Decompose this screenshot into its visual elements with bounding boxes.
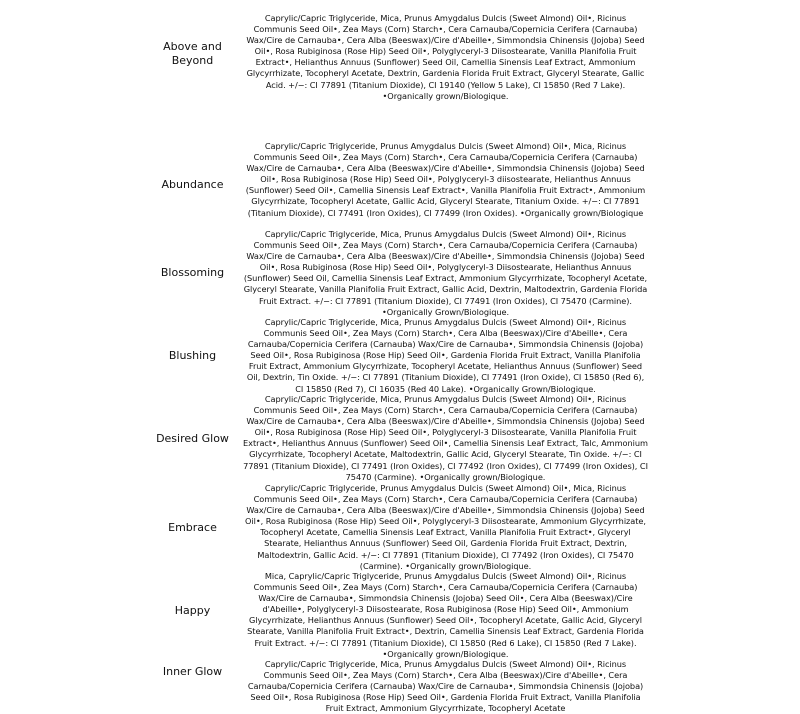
product-name: Blossoming <box>160 266 225 279</box>
product-name: Embrace <box>168 521 217 534</box>
product-name: Happy <box>174 604 211 617</box>
product-name: Abundance <box>161 178 224 191</box>
ingredients-text: Caprylic/Capric Triglyceride, Mica, Prunus Amygdalus Dulcis (Sweet Almond) Oil•, Ricinus Communis Seed Oil•, Zea Mays (Corn) Starch•, Cera Alba (Beeswax)/Cire d'Abeille•, Cera Carnauba/Copernicia Cerifera (Carnauba) Wax/Cire de Carnauba•, Simmondsia Chinensis (Jojoba) Seed Oil•, Rosa Rubiginosa (Rose Hip) Seed Oil•, Gardenia Florida Fruit Extract, Vanilla Planifolia Fruit Extract, Ammonium Glycyrrhizate, Tocopheryl Acetate <box>247 659 644 714</box>
product-name: Above and Beyond <box>163 40 222 67</box>
product-name: Inner Glow <box>162 665 223 678</box>
ingredients-text: Caprylic/Capric Triglyceride, Mica, Prunus Amygdalus Dulcis (Sweet Almond) Oil•, Ricinus Communis Seed Oil•, Zea Mays (Corn) Starch•, Cera Carnauba/Copernicia Cerifera (Carnauba) Wax/Cire de Carnauba•, Cera Alba (Beeswax)/Cire d'Abeille•, Simmondsia Chinensis (Jojoba) Seed Oil•, Rosa Rubiginosa (Rose Hip) Seed Oil•, Polyglyceryl-3 Diisostearate, Vanilla Planifolia Fruit Extract•, Helianthus Annuus (Sunflower) Seed Oil, Camellia Sinensis Leaf Extract, Ammonium Glycyrrhizate, Tocopheryl Acetate, Dextrin, Gardenia Florida Fruit Extract, Glyceryl Stearate, Gallic Acid. +/−: CI 77891 (Titanium Dioxide), CI 19140 (Yellow 5 Lake), CI 15850 (Red 7 Lake). •Organically grown/Biologique. <box>246 13 645 101</box>
ingredients-clip <box>243 483 646 571</box>
ingredients-text: Caprylic/Capric Triglyceride, Prunus Amygdalus Dulcis (Sweet Almond) Oil•, Mica, Ricinus Communis Seed Oil•, Zea Mays (Corn) Starch•, Cera Carnauba/Copernicia Cerifera (Carnauba) Wax/Cire de Carnauba•, Cera Alba (Beeswax)/Cire d'Abeille•, Simmondsia Chinensis (Jojoba) Seed Oil•, Rosa Rubiginosa (Rose Hip) Seed Oil•, Polyglyceryl-3 diisostearate, Helianthus Annuus (Sunflower) Seed Oil•, Camellia Sinensis Leaf Extract•, Vanilla Planifolia Fruit Extract•, Ammonium Glycyrrhizate, Tocopheryl Acetate, Gallic Acid, Glyceryl Stearate, Titanium Oxide. +/−: CI 77891 (Titanium Dioxide), CI 77491 (Iron Oxides), CI 77499 (Iron Oxides). •Organically grown/Biologique <box>245 141 646 218</box>
ingredients-text: Caprylic/Capric Triglyceride, Mica, Prunus Amygdalus Dulcis (Sweet Almond) Oil•, Ricinus Communis Seed Oil•, Zea Mays (Corn) Starch•, Cera Carnauba/Copernicia Cerifera (Carnauba) Wax/Cire de Carnauba•, Cera Alba (Beeswax)/Cire d'Abeille•, Simmondsia Chinensis (Jojoba) Seed Oil•, Rosa Rubiginosa (Rose Hip) Seed Oil•, Polyglyceryl-3 Diisostearate, Vanilla Planifolia Fruit Extract•, Helianthus Annuus (Sunflower) Seed Oil•, Camellia Sinensis Leaf Extract, Talc, Ammonium Glycyrrhizate, Tocopheryl Acetate, Maltodextrin, Gallic Acid, Glyceryl Stearate, Tin Oxide. +/−: CI 77891 (Titanium Dioxide), CI 77491 (Iron Oxides), CI 77492 (Iron Oxides), CI 77499 (Iron Oxides), CI 75470 (Carmine). •Organically grown/Biologique. <box>243 394 648 482</box>
ingredients-text: Caprylic/Capric Triglyceride, Prunus Amygdalus Dulcis (Sweet Almond) Oil•, Mica, Ricinus Communis Seed Oil•, Zea Mays (Corn) Starch•, Cera Carnauba/Copernicia Cerifera (Carnauba) Wax/Cire de Carnauba•, Cera Alba (Beeswax)/Cire d'Abeille•, Simmondsia Chinensis (Jojoba) Seed Oil•, Rosa Rubiginosa (Rose Hip) Seed Oil•, Polyglyceryl-3 Diisostearate, Ammonium Glycyrrhizate, Tocopheryl Acetate, Camellia Sinensis Leaf Extract, Vanilla Planifolia Fruit Extract•, Glyceryl Stearate, Helianthus Annuus (Sunflower) Seed Oil, Gardenia Florida Fruit Extract, Dextrin, Maltodextrin, Gallic Acid. +/−: CI 77891 (Titanium Dioxide), CI 77492 (Iron Oxides), CI 75470 (Carmine). •Organically grown/Biologique. <box>245 483 646 571</box>
ingredients-clip <box>243 571 644 659</box>
ingredients-clip <box>243 394 648 482</box>
ingredients-clip <box>243 141 646 221</box>
ingredients-clip <box>243 229 648 317</box>
ingredients-text: Caprylic/Capric Triglyceride, Mica, Prunus Amygdalus Dulcis (Sweet Almond) Oil•, Ricinus Communis Seed Oil•, Zea Mays (Corn) Starch•, Cera Alba (Beeswax)/Cire d'Abeille•, Cera Carnauba/Copernicia Cerifera (Carnauba) Wax/Cire de Carnauba•, Simmondsia Chinensis (Jojoba) Seed Oil•, Rosa Rubiginosa (Rose Hip) Seed Oil•, Gardenia Florida Fruit Extract, Vanilla Planifolia Fruit Extract, Ammonium Glycyrrhizate, Tocopheryl Acetate, Helianthus Annuus (Sunflower) Seed Oil, Dextrin, Tin Oxide. +/−: CI 77891 (Titanium Dioxide), CI 77491 (Iron Oxide), CI 15850 (Red 6), CI 15850 (Red 7), CI 16035 (Red 40 Lake). •Organically Grown/Biologique. <box>246 317 645 394</box>
ingredients-clip <box>243 659 644 714</box>
product-name: Blushing <box>168 349 217 362</box>
product-name: Desired Glow <box>156 432 229 445</box>
ingredients-text: Mica, Caprylic/Capric Triglyceride, Prunus Amygdalus Dulcis (Sweet Almond) Oil•, Ricinus Communis Seed Oil•, Zea Mays (Corn) Starch•, Cera Carnauba/Copernicia Cerifera (Carnauba) Wax/Cire de Carnauba•, Simmondsia Chinensis (Jojoba) Seed Oil•, Cera Alba (Beeswax)/Cire d'Abeille•, Polyglyceryl-3 Diisostearate, Rosa Rubiginosa (Rose Hip) Seed Oil•, Ammonium Glycyrrhizate, Helianthus Annuus (Sunflower) Seed Oil•, Tocopheryl Acetate, Gallic Acid, Glyceryl Stearate, Vanilla Planifolia Fruit Extract•, Dextrin, Camellia Sinensis Leaf Extract, Gardenia Florida Fruit Extract. +/−: CI 77891 (Titanium Dioxide), CI 15850 (Red 6 Lake), CI 15850 (Red 7 Lake). •Organically grown/Biologique. <box>247 571 644 659</box>
ingredients-clip <box>243 13 645 101</box>
ingredients-clip <box>243 317 645 394</box>
ingredients-text: Caprylic/Capric Triglyceride, Mica, Prunus Amygdalus Dulcis (Sweet Almond) Oil•, Ricinus Communis Seed Oil•, Zea Mays (Corn) Starch•, Cera Carnauba/Copernicia Cerifera (Carnauba) Wax/Cire de Carnauba•, Cera Alba (Beeswax)/Cire d'Abeille•, Simmondsia Chinensis (Jojoba) Seed Oil•, Rosa Rubiginosa (Rose Hip) Seed Oil•, Polyglyceryl-3 Diisostearate, Helianthus Annuus (Sunflower) Seed Oil, Camellia Sinensis Leaf Extract, Ammonium Glycyrrhizate, Tocopheryl Acetate, Glyceryl Stearate, Vanilla Planifolia Fruit Extract, Gallic Acid, Dextrin, Maltodextrin, Gardenia Florida Fruit Extract. +/−: CI 77891 (Titanium Dioxide), CI 77491 (Iron Oxides), CI 75470 (Carmine). •Organically Grown/Biologique. <box>243 229 648 317</box>
